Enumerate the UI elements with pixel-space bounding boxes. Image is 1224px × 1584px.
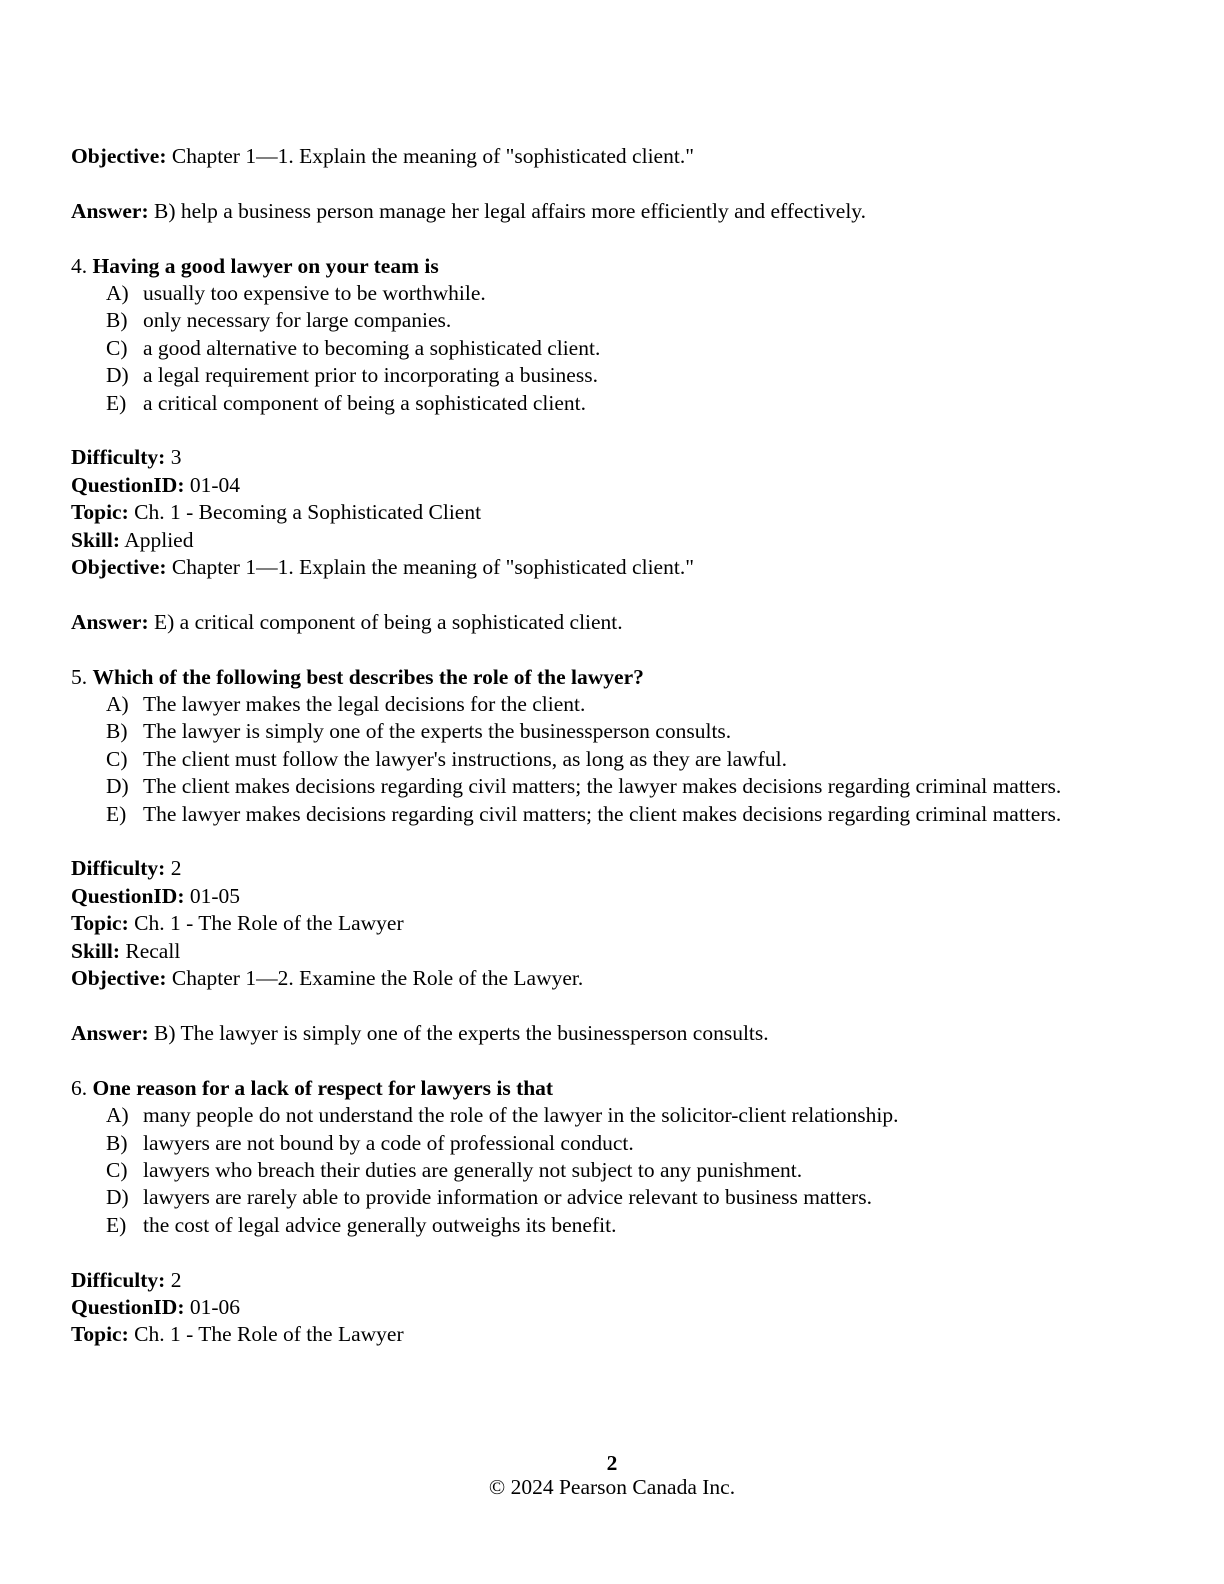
question-id-line xyxy=(71,472,1161,499)
topic-value: Ch. 1 - Becoming a Sophisticated Client xyxy=(134,500,482,525)
option-text: lawyers who breach their duties are generally not subject to any punishment. xyxy=(143,1157,803,1182)
option-letter: C) xyxy=(106,335,128,360)
answer-line xyxy=(71,198,1161,225)
option-text: The lawyer makes decisions regarding civil matters; the client makes decisions regarding criminal matters. xyxy=(143,801,1062,826)
question-id-line xyxy=(71,1294,1161,1321)
question-6-stem xyxy=(71,1075,1161,1102)
answer-value: E) a critical component of being a sophisticated client. xyxy=(154,609,623,634)
option-c xyxy=(71,746,1161,773)
option-text: many people do not understand the role of the lawyer in the solicitor-client relationship. xyxy=(143,1103,899,1128)
option-c xyxy=(71,335,1161,362)
skill-label: Skill: xyxy=(71,938,120,963)
option-letter: B) xyxy=(106,1130,128,1155)
option-b xyxy=(71,718,1161,745)
question-id-line xyxy=(71,883,1161,910)
question-id-label: QuestionID: xyxy=(71,1294,185,1319)
objective-line xyxy=(71,143,1161,170)
skill-label: Skill: xyxy=(71,527,120,552)
answer-label: Answer: xyxy=(71,609,149,634)
objective-line xyxy=(71,965,1161,992)
option-letter: D) xyxy=(106,363,129,388)
option-text: The lawyer makes the legal decisions for the client. xyxy=(143,692,586,717)
option-letter: E) xyxy=(106,801,127,826)
objective-label: Objective: xyxy=(71,555,167,580)
objective-line xyxy=(71,554,1161,581)
option-letter: A) xyxy=(106,281,129,305)
option-a xyxy=(71,280,1161,307)
option-letter: A) xyxy=(106,1103,129,1128)
option-letter: B) xyxy=(106,308,128,333)
copyright-notice: © 2024 Pearson Canada Inc. xyxy=(488,1475,736,1499)
option-text: usually too expensive to be worthwhile. xyxy=(143,281,486,305)
question-id-value: 01-04 xyxy=(189,472,241,497)
difficulty-line xyxy=(71,1267,1161,1294)
skill-value: Applied xyxy=(124,527,194,552)
objective-label: Objective: xyxy=(71,966,167,991)
skill-value: Recall xyxy=(125,938,181,963)
option-letter: A) xyxy=(106,692,129,717)
question-id-label: QuestionID: xyxy=(71,883,185,908)
option-e xyxy=(71,390,1161,417)
option-c xyxy=(71,1157,1161,1184)
option-text: The client makes decisions regarding civil matters; the lawyer makes decisions regarding criminal matters. xyxy=(143,774,1062,799)
question-id-label: QuestionID: xyxy=(71,472,185,497)
option-text: lawyers are not bound by a code of professional conduct. xyxy=(143,1130,634,1155)
option-text: a legal requirement prior to incorporating a business. xyxy=(143,363,598,388)
option-d xyxy=(71,773,1161,800)
topic-label: Topic: xyxy=(71,911,129,936)
answer-value: B) help a business person manage her legal affairs more efficiently and effectively. xyxy=(154,198,867,223)
difficulty-label: Difficulty: xyxy=(71,856,166,881)
objective-value: Chapter 1—1. Explain the meaning of "sophisticated client." xyxy=(171,144,694,168)
option-letter: C) xyxy=(106,1157,128,1182)
question-number: 6. xyxy=(71,1075,88,1100)
option-e xyxy=(71,1212,1161,1239)
topic-label: Topic: xyxy=(71,500,129,525)
document-page xyxy=(71,143,1161,1349)
option-letter: B) xyxy=(106,719,128,744)
page-number: 2 xyxy=(606,1451,618,1475)
option-text: a good alternative to becoming a sophisticated client. xyxy=(143,335,601,360)
difficulty-line xyxy=(71,855,1161,882)
answer-line xyxy=(71,1020,1161,1047)
option-letter: C) xyxy=(106,746,128,771)
answer-value: B) The lawyer is simply one of the experts the businessperson consults. xyxy=(154,1020,769,1045)
option-b xyxy=(71,307,1161,334)
answer-label: Answer: xyxy=(71,198,149,223)
option-d xyxy=(71,1184,1161,1211)
difficulty-value: 2 xyxy=(170,1267,182,1292)
topic-line xyxy=(71,499,1161,526)
difficulty-value: 2 xyxy=(170,856,182,881)
objective-value: Chapter 1—2. Examine the Role of the Lawyer. xyxy=(171,966,584,991)
option-d xyxy=(71,362,1161,389)
option-a xyxy=(71,691,1161,718)
question-id-value: 01-05 xyxy=(189,883,241,908)
question-text: One reason for a lack of respect for lawyers is that xyxy=(92,1075,554,1100)
topic-line xyxy=(71,1321,1161,1348)
option-b xyxy=(71,1130,1161,1157)
difficulty-value: 3 xyxy=(170,445,182,470)
objective-label: Objective: xyxy=(71,144,167,168)
option-text: lawyers are rarely able to provide information or advice relevant to business matters. xyxy=(143,1185,872,1210)
topic-label: Topic: xyxy=(71,1322,129,1347)
skill-line xyxy=(71,938,1161,965)
topic-line xyxy=(71,910,1161,937)
option-letter: E) xyxy=(106,390,127,415)
question-text: Having a good lawyer on your team is xyxy=(92,253,439,278)
option-text: The lawyer is simply one of the experts the businessperson consults. xyxy=(143,719,732,744)
option-letter: E) xyxy=(106,1212,127,1237)
difficulty-label: Difficulty: xyxy=(71,1267,166,1292)
answer-line xyxy=(71,609,1161,636)
option-a xyxy=(71,1102,1161,1129)
skill-line xyxy=(71,527,1161,554)
option-text: only necessary for large companies. xyxy=(143,308,452,333)
topic-value: Ch. 1 - The Role of the Lawyer xyxy=(134,1322,404,1347)
question-number: 5. xyxy=(71,664,88,689)
question-number: 4. xyxy=(71,253,88,278)
question-text: Which of the following best describes the role of the lawyer? xyxy=(92,664,644,689)
topic-value: Ch. 1 - The Role of the Lawyer xyxy=(134,911,404,936)
option-letter: D) xyxy=(106,774,129,799)
option-text: The client must follow the lawyer's instructions, as long as they are lawful. xyxy=(143,746,787,771)
question-4-stem xyxy=(71,253,1161,280)
option-e xyxy=(71,801,1161,828)
objective-value: Chapter 1—1. Explain the meaning of "sophisticated client." xyxy=(171,555,694,580)
option-text: a critical component of being a sophisticated client. xyxy=(143,390,586,415)
option-text: the cost of legal advice generally outweighs its benefit. xyxy=(143,1212,617,1237)
difficulty-label: Difficulty: xyxy=(71,445,166,470)
difficulty-line xyxy=(71,444,1161,471)
option-letter: D) xyxy=(106,1185,129,1210)
question-id-value: 01-06 xyxy=(189,1294,241,1319)
question-5-stem xyxy=(71,664,1161,691)
answer-label: Answer: xyxy=(71,1020,149,1045)
